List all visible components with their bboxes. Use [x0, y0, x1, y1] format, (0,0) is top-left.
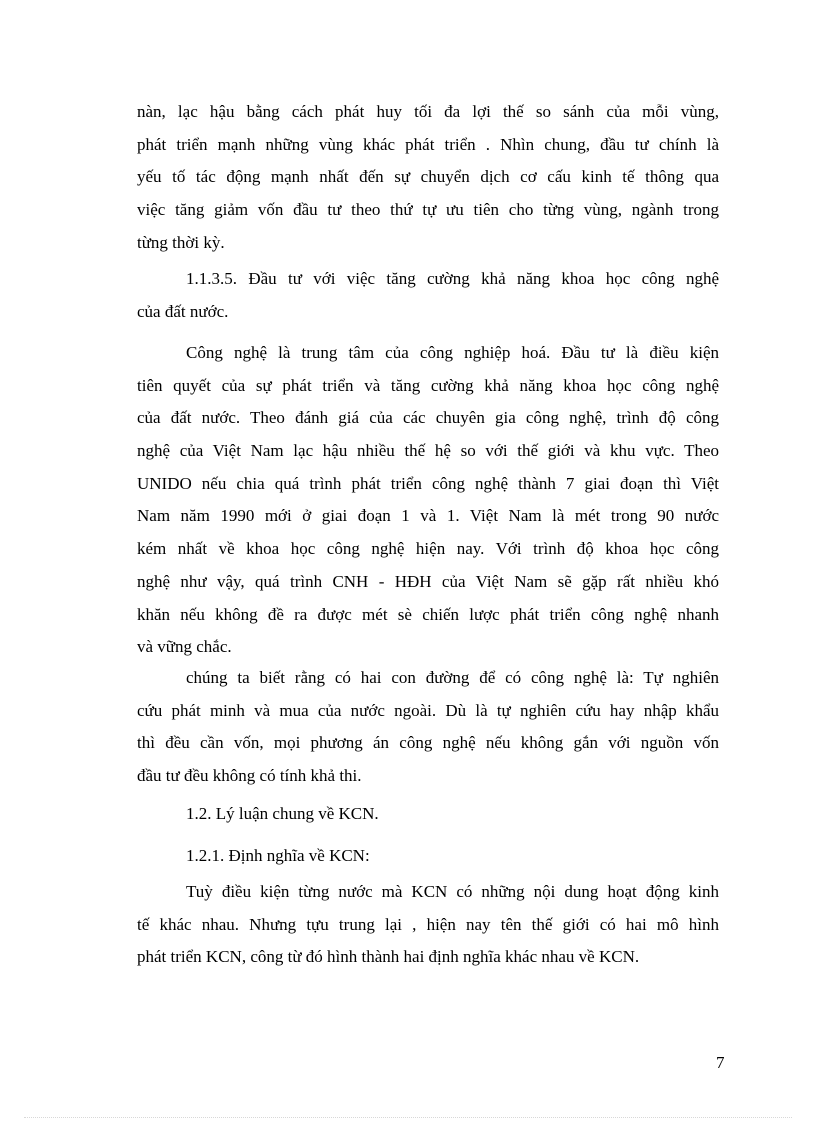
text-line: UNIDO nếu chia quá trình phát triển công nghệ thành 7 giai đoạn thì Việt: [137, 473, 719, 493]
text-line: Nam năm 1990 mới ở giai đoạn 1 và 1. Việt Nam là mét trong 90 nước: [137, 506, 719, 526]
section-heading-1-2: 1.2. Lý luận chung về KCN.: [186, 804, 379, 823]
page-number: 7: [716, 1053, 725, 1072]
text-line: chúng ta biết rằng có hai con đường để có công nghệ là: Tự nghiên: [186, 668, 719, 687]
paragraph-technology: [137, 337, 719, 664]
text-line: Công nghệ là trung tâm của công nghiệp hoá. Đầu tư là điều kiện: [186, 343, 719, 362]
text-line: đầu tư đều không có tính khả thi.: [137, 766, 362, 786]
text-line: nàn, lạc hậu bằng cách phát huy tối đa lợi thế so sánh của mỗi vùng,: [137, 102, 719, 121]
text-line: kém nhất về khoa học công nghệ hiện nay. Với trình độ khoa học công: [137, 539, 719, 559]
text-line: phát triển KCN, công từ đó hình thành hai định nghĩa khác nhau về KCN.: [137, 947, 640, 967]
text-line: của đất nước.: [137, 301, 229, 321]
text-line: yếu tố tác động mạnh nhất đến sự chuyển dịch cơ cấu kinh tế thông qua: [137, 167, 719, 187]
paragraph-continuation: [137, 96, 719, 259]
text-line: thì đều cần vốn, mọi phương án công nghệ nếu không gắn với nguồn vốn: [137, 733, 719, 753]
text-line: tiên quyết của sự phát triển và tăng cường khả năng khoa học công nghệ: [137, 375, 719, 395]
text-line: và vững chắc.: [137, 637, 232, 657]
text-line: cứu phát minh và mua của nước ngoài. Dù là tự nghiên cứu hay nhập khẩu: [137, 700, 719, 720]
paragraph-two-paths: [137, 662, 719, 793]
text-line: Tuỳ điều kiện từng nước mà KCN có những nội dung hoạt động kinh: [186, 882, 719, 901]
text-line: nghệ của Việt Nam lạc hậu nhiều thế hệ so với thế giới và khu vực. Theo: [137, 441, 719, 461]
text-line: nghệ như vậy, quá trình CNH - HĐH của Việt Nam sẽ gặp rất nhiều khó: [137, 571, 719, 591]
section-heading-1-1-3-5: [137, 263, 719, 328]
text-line: khăn nếu không đề ra được mét sè chiến lược phát triển công nghệ nhanh: [137, 604, 719, 624]
text-line: của đất nước. Theo đánh giá của các chuyên gia công nghệ, trình độ công: [137, 408, 719, 428]
section-heading-1-2-1: 1.2.1. Định nghĩa về KCN:: [186, 846, 370, 865]
text-line: phát triển mạnh những vùng khác phát triển . Nhìn chung, đầu tư chính là: [137, 134, 719, 154]
paragraph-kcn-definition: [137, 876, 719, 974]
text-line: từng thời kỳ.: [137, 232, 225, 252]
text-line: 1.1.3.5. Đầu tư với việc tăng cường khả năng khoa học công nghệ: [186, 269, 719, 288]
text-line: tế khác nhau. Nhưng tựu trung lại , hiện nay tên thế giới có hai mô hình: [137, 914, 719, 934]
footer-divider: [24, 1117, 792, 1118]
text-line: việc tăng giảm vốn đầu tư theo thứ tự ưu tiên cho từng vùng, ngành trong: [137, 200, 719, 220]
